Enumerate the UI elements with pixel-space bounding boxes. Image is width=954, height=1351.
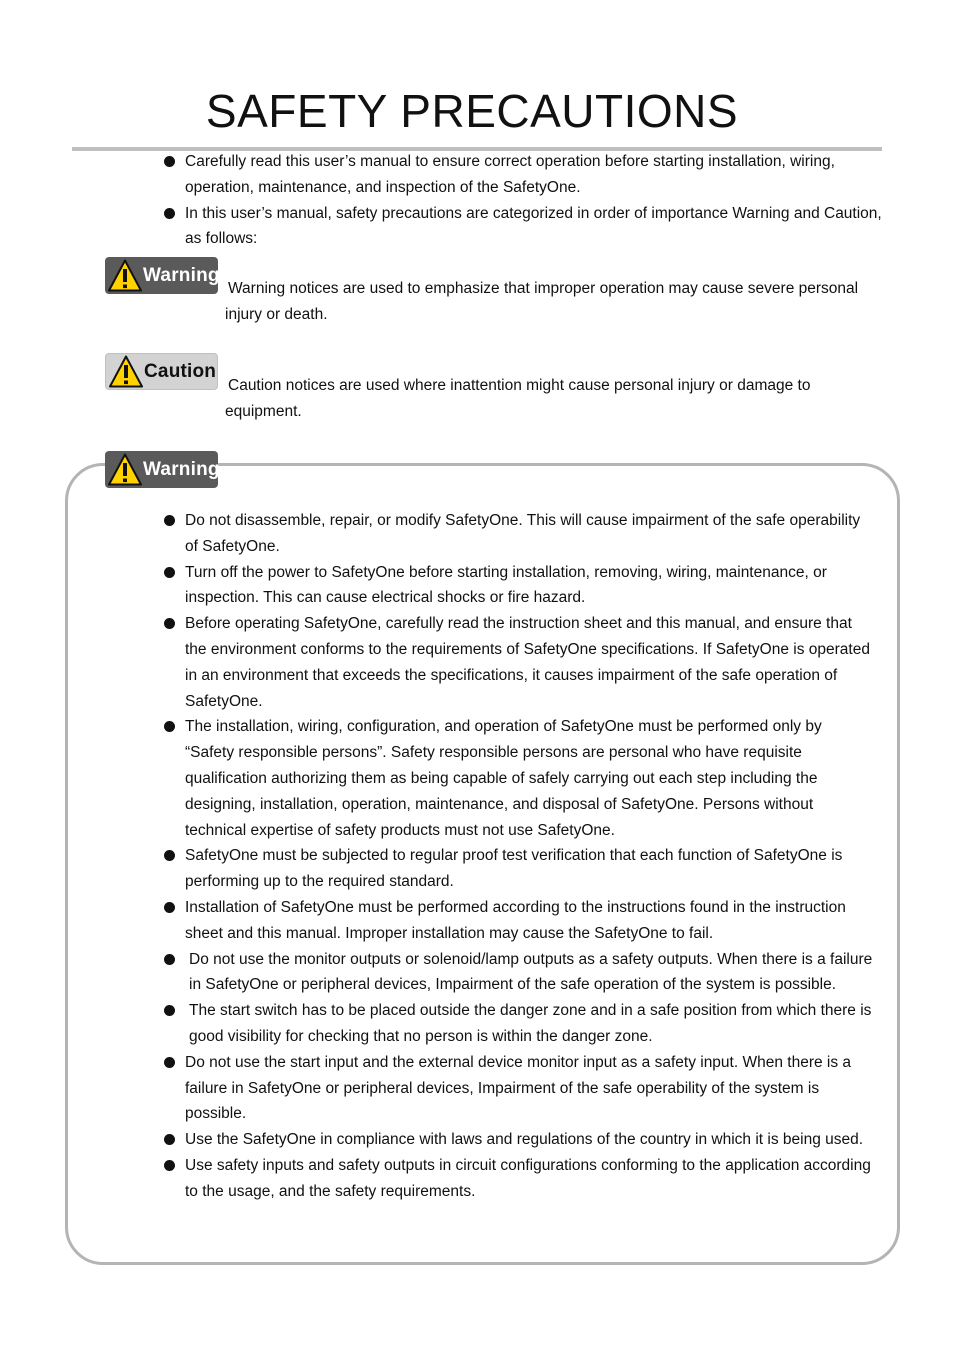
intro-item bbox=[163, 149, 883, 201]
bullet-icon bbox=[164, 618, 175, 629]
intro-list bbox=[163, 149, 883, 252]
warning-item-text: Do not use the start input and the external device monitor input as a safety input. When there is a failure in SafetyOne or peripheral devices, Impairment of the safe operability of the system is possible. bbox=[185, 1053, 852, 1123]
warning-item bbox=[163, 714, 875, 843]
warning-item bbox=[163, 1127, 875, 1153]
warning-item-text: SafetyOne must be subjected to regular proof test verification that each function of SafetyOne is performing up to the required standard. bbox=[185, 847, 843, 891]
warning-item bbox=[163, 508, 875, 560]
warning-label-badge bbox=[105, 257, 218, 294]
warning-item-text: Do not use the monitor outputs or solenoid/lamp outputs as a safety outputs. When there is a failure in SafetyOne or peripheral devices, Impairment of the safe operation of the system is possible. bbox=[189, 950, 873, 994]
warning-item-text: The installation, wiring, configuration, and operation of SafetyOne must be performed only by “Safety responsible persons”. Safety responsible persons are personal who have requisite qualification authorizing them as being capable of safely carrying out each step including the designing, installation, operation, maintenance, and disposal of SafetyOne. Persons without technical expertise of safety products must not use SafetyOne. bbox=[185, 718, 822, 839]
intro-item-text: In this user’s manual, safety precautions are categorized in order of importance Warning and Caution, as follows: bbox=[185, 204, 882, 248]
warning-item-text: The start switch has to be placed outside the danger zone and in a safe position from which there is good visibility for checking that no person is within the danger zone. bbox=[189, 1002, 872, 1045]
bullet-icon bbox=[164, 954, 175, 965]
warning-item-text: Before operating SafetyOne, carefully read the instruction sheet and this manual, and ensure that the environment conforms to the requirements of SafetyOne specifications. If SafetyOne is operated in an environment that exceeds the specifications, it causes impairment of the safe operation of SafetyOne. bbox=[185, 615, 870, 710]
warning-item-text: Installation of SafetyOne must be performed according to the instructions found in the instruction sheet and this manual. Improper installation may cause the SafetyOne to fail. bbox=[185, 898, 846, 942]
bullet-icon bbox=[164, 567, 175, 578]
warning-item bbox=[163, 1153, 875, 1205]
warning-item bbox=[163, 998, 875, 1050]
warning-box-label-text: Warning bbox=[143, 458, 220, 480]
bullet-icon bbox=[164, 902, 175, 913]
warning-box-badge bbox=[105, 451, 218, 488]
bullet-icon bbox=[164, 515, 175, 526]
bullet-icon bbox=[164, 1134, 175, 1145]
bullet-icon bbox=[164, 721, 175, 732]
warning-item bbox=[163, 947, 875, 999]
warning-item-text: Use the SafetyOne in compliance with laws and regulations of the country in which it is being used. bbox=[185, 1131, 864, 1149]
caution-label-badge bbox=[105, 353, 218, 390]
intro-item-text: Carefully read this user’s manual to ensure correct operation before starting installation, wiring, operation, maintenance, and inspection of the SafetyOne. bbox=[185, 153, 835, 196]
warning-triangle-icon bbox=[108, 259, 142, 292]
warning-item bbox=[163, 895, 875, 947]
bullet-icon bbox=[164, 1005, 175, 1016]
bullet-icon bbox=[164, 850, 175, 861]
bullet-icon bbox=[164, 208, 175, 219]
bullet-icon bbox=[164, 156, 175, 167]
warning-triangle-icon bbox=[108, 453, 142, 486]
warning-label-text: Warning bbox=[143, 264, 220, 286]
warning-item bbox=[163, 1050, 875, 1127]
caution-label-text: Caution bbox=[144, 360, 217, 382]
bullet-icon bbox=[164, 1160, 175, 1171]
bullet-icon bbox=[164, 1057, 175, 1068]
caution-triangle-icon bbox=[109, 355, 143, 388]
page-title: SAFETY PRECAUTIONS bbox=[205, 85, 739, 137]
intro-item bbox=[163, 201, 883, 253]
warning-item bbox=[163, 611, 875, 714]
warning-item bbox=[163, 843, 875, 895]
warning-list bbox=[163, 508, 875, 1205]
warning-item-text: Do not disassemble, repair, or modify SafetyOne. This will cause impairment of the safe operability of SafetyOne. bbox=[185, 512, 861, 555]
caution-description: Caution notices are used where inattention might cause personal injury or damage to equipment. bbox=[225, 377, 811, 420]
warning-description: Warning notices are used to emphasize that improper operation may cause severe personal injury or death. bbox=[225, 280, 859, 323]
warning-item-text: Turn off the power to SafetyOne before starting installation, removing, wiring, maintenance, or inspection. This can cause electrical shocks or fire hazard. bbox=[185, 563, 827, 607]
warning-item-text: Use safety inputs and safety outputs in circuit configurations conforming to the application according to the usage, and the safety requirements. bbox=[185, 1156, 871, 1200]
warning-item bbox=[163, 560, 875, 612]
